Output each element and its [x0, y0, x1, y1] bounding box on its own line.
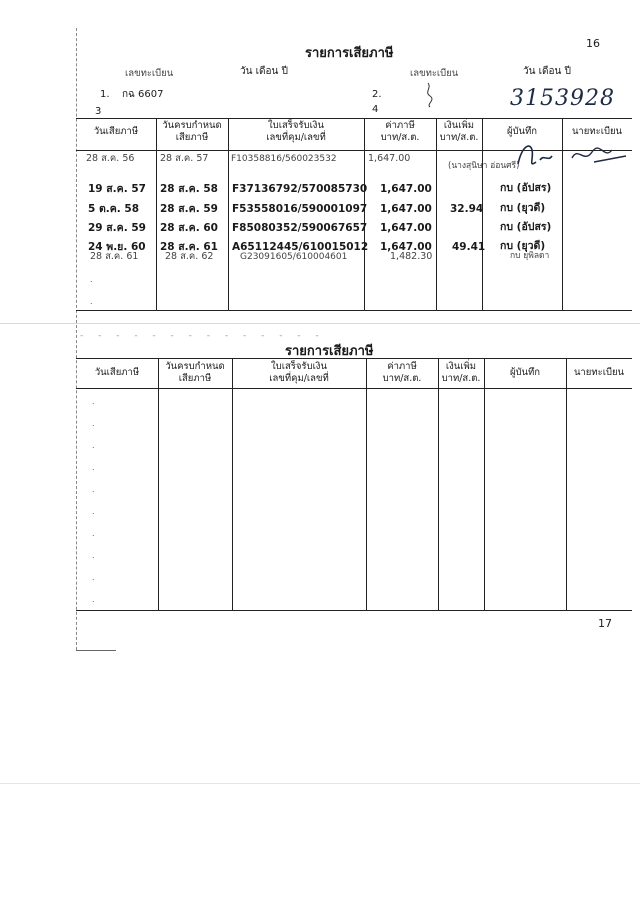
header-registrar: นายทะเบียน: [571, 126, 623, 137]
table-header-border: [76, 388, 632, 389]
header-recorder: ผู้บันทึก: [506, 126, 538, 137]
cell-receipt: F53558016/590001097: [232, 203, 368, 215]
cell-tax: 1,482.30: [390, 251, 433, 262]
scan-line: [0, 783, 640, 784]
row-index-dot: .: [92, 551, 95, 560]
header-tax: ค่าภาษี บาท/ส.ต.: [380, 120, 420, 143]
cell-tax: 1,647.00: [380, 203, 432, 215]
header-recorder: ผู้บันทึก: [509, 367, 541, 378]
table-col-divider: [438, 358, 439, 610]
header-tax: ค่าภาษี บาท/ส.ต.: [382, 361, 422, 384]
header-paid-date: วันเสียภาษี: [93, 126, 139, 137]
row-index-dot: .: [92, 397, 95, 406]
table-col-divider: [436, 118, 437, 310]
cell-due: 28 ส.ค. 58: [160, 183, 218, 195]
fold-line: [0, 323, 640, 324]
cell-receipt: G23091605/610004601: [240, 252, 348, 262]
cell-recorder: (นางสุนิษา อ่อนศรี): [448, 161, 520, 171]
table-col-divider: [156, 118, 157, 310]
cell-recorder: กบ (อัปสร): [500, 182, 552, 194]
page-number-top: 16: [586, 37, 600, 50]
row-index-dot: .: [92, 441, 95, 450]
table-col-divider: [484, 358, 485, 610]
row-index-dot: .: [90, 297, 93, 306]
row-index-dot: .: [92, 573, 95, 582]
reg-row-value: กฉ 6607: [122, 89, 164, 100]
cell-receipt: F85080352/590067657: [232, 222, 368, 234]
handwritten-number: 3153928: [510, 86, 615, 111]
cell-receipt: A65112445/610015012: [232, 241, 369, 253]
table-top-border: [76, 118, 632, 119]
corner-mark: [76, 650, 116, 651]
cell-due: 28 ส.ค. 61: [160, 241, 218, 253]
cell-paid: 28 ส.ค. 56: [86, 153, 135, 164]
cell-due: 28 ส.ค. 62: [165, 251, 214, 262]
table-bottom-border: [76, 310, 632, 311]
left-margin-line: [76, 28, 77, 328]
cell-recorder: กบ (ยุวดี): [500, 202, 546, 214]
reg-header-left: เลขทะเบียน: [125, 68, 174, 79]
cell-paid: 24 พ.ย. 60: [88, 241, 146, 253]
signature-icon: [500, 140, 630, 172]
date-header-right: วัน เดือน ปี: [523, 66, 571, 77]
cell-recorder: กบ (ยุวดี): [500, 240, 546, 252]
cell-paid: 5 ต.ค. 58: [88, 203, 140, 215]
row-index-dot: .: [92, 463, 95, 472]
cell-due: 28 ส.ค. 60: [160, 222, 218, 234]
cell-recorder: กบ (อัปสร): [500, 221, 552, 233]
reg-row-no: 3: [95, 106, 102, 117]
cell-surcharge: 32.94: [450, 203, 484, 215]
cell-surcharge: 49.41: [452, 241, 486, 253]
header-registrar: นายทะเบียน: [573, 367, 625, 378]
table-bottom-border: [76, 610, 632, 611]
cell-tax: 1,647.00: [380, 222, 432, 234]
header-paid-date: วันเสียภาษี: [94, 367, 140, 378]
header-due-date: วันครบกำหนด เสียภาษี: [162, 120, 222, 143]
header-due-date: วันครบกำหนด เสียภาษี: [165, 361, 225, 384]
section-title-top: รายการเสียภาษี: [305, 46, 394, 61]
cell-paid: 28 ส.ค. 61: [90, 251, 139, 262]
cell-due: 28 ส.ค. 59: [160, 203, 218, 215]
header-receipt: ใบเสร็จรับเงิน เลขที่คุม/เลขที่: [269, 361, 329, 384]
cell-recorder: กบ ยุพิลดา: [510, 251, 550, 261]
header-surcharge: เงินเพิ่ม บาท/ส.ต.: [439, 120, 479, 143]
row-index-dot: .: [92, 507, 95, 516]
table-col-divider: [228, 118, 229, 310]
table-col-divider: [366, 358, 367, 610]
cell-receipt: F10358816/560023532: [231, 154, 337, 164]
row-index-dot: .: [92, 485, 95, 494]
reg-row-no: 1.: [100, 89, 110, 100]
cell-receipt: F37136792/570085730: [232, 183, 368, 195]
cell-paid: 19 ส.ค. 57: [88, 183, 146, 195]
cell-paid: 29 ส.ค. 59: [88, 222, 146, 234]
reg-header-right: เลขทะเบียน: [410, 68, 459, 79]
date-header-left: วัน เดือน ปี: [240, 66, 288, 77]
cell-tax: 1,647.00: [380, 183, 432, 195]
header-surcharge: เงินเพิ่ม บาท/ส.ต.: [441, 361, 481, 384]
table-col-divider: [158, 358, 159, 610]
table-col-divider: [232, 358, 233, 610]
faded-text: - - - - - - - - - - - - - -: [80, 331, 325, 341]
section-title-bottom: รายการเสียภาษี: [285, 344, 374, 359]
pen-mark-icon: [420, 80, 440, 110]
reg-row-no: 4: [372, 104, 379, 115]
row-index-dot: .: [90, 275, 93, 284]
table-col-divider: [566, 358, 567, 610]
row-index-dot: .: [92, 419, 95, 428]
reg-row-no: 2.: [372, 89, 382, 100]
page-number-bottom: 17: [598, 617, 612, 630]
cell-tax: 1,647.00: [368, 153, 411, 164]
table-top-border: [76, 358, 632, 359]
row-index-dot: .: [92, 529, 95, 538]
cell-due: 28 ส.ค. 57: [160, 153, 209, 164]
header-receipt: ใบเสร็จรับเงิน เลขที่คุม/เลขที่: [266, 120, 326, 143]
row-index-dot: .: [92, 595, 95, 604]
cell-tax: 1,647.00: [380, 241, 432, 253]
